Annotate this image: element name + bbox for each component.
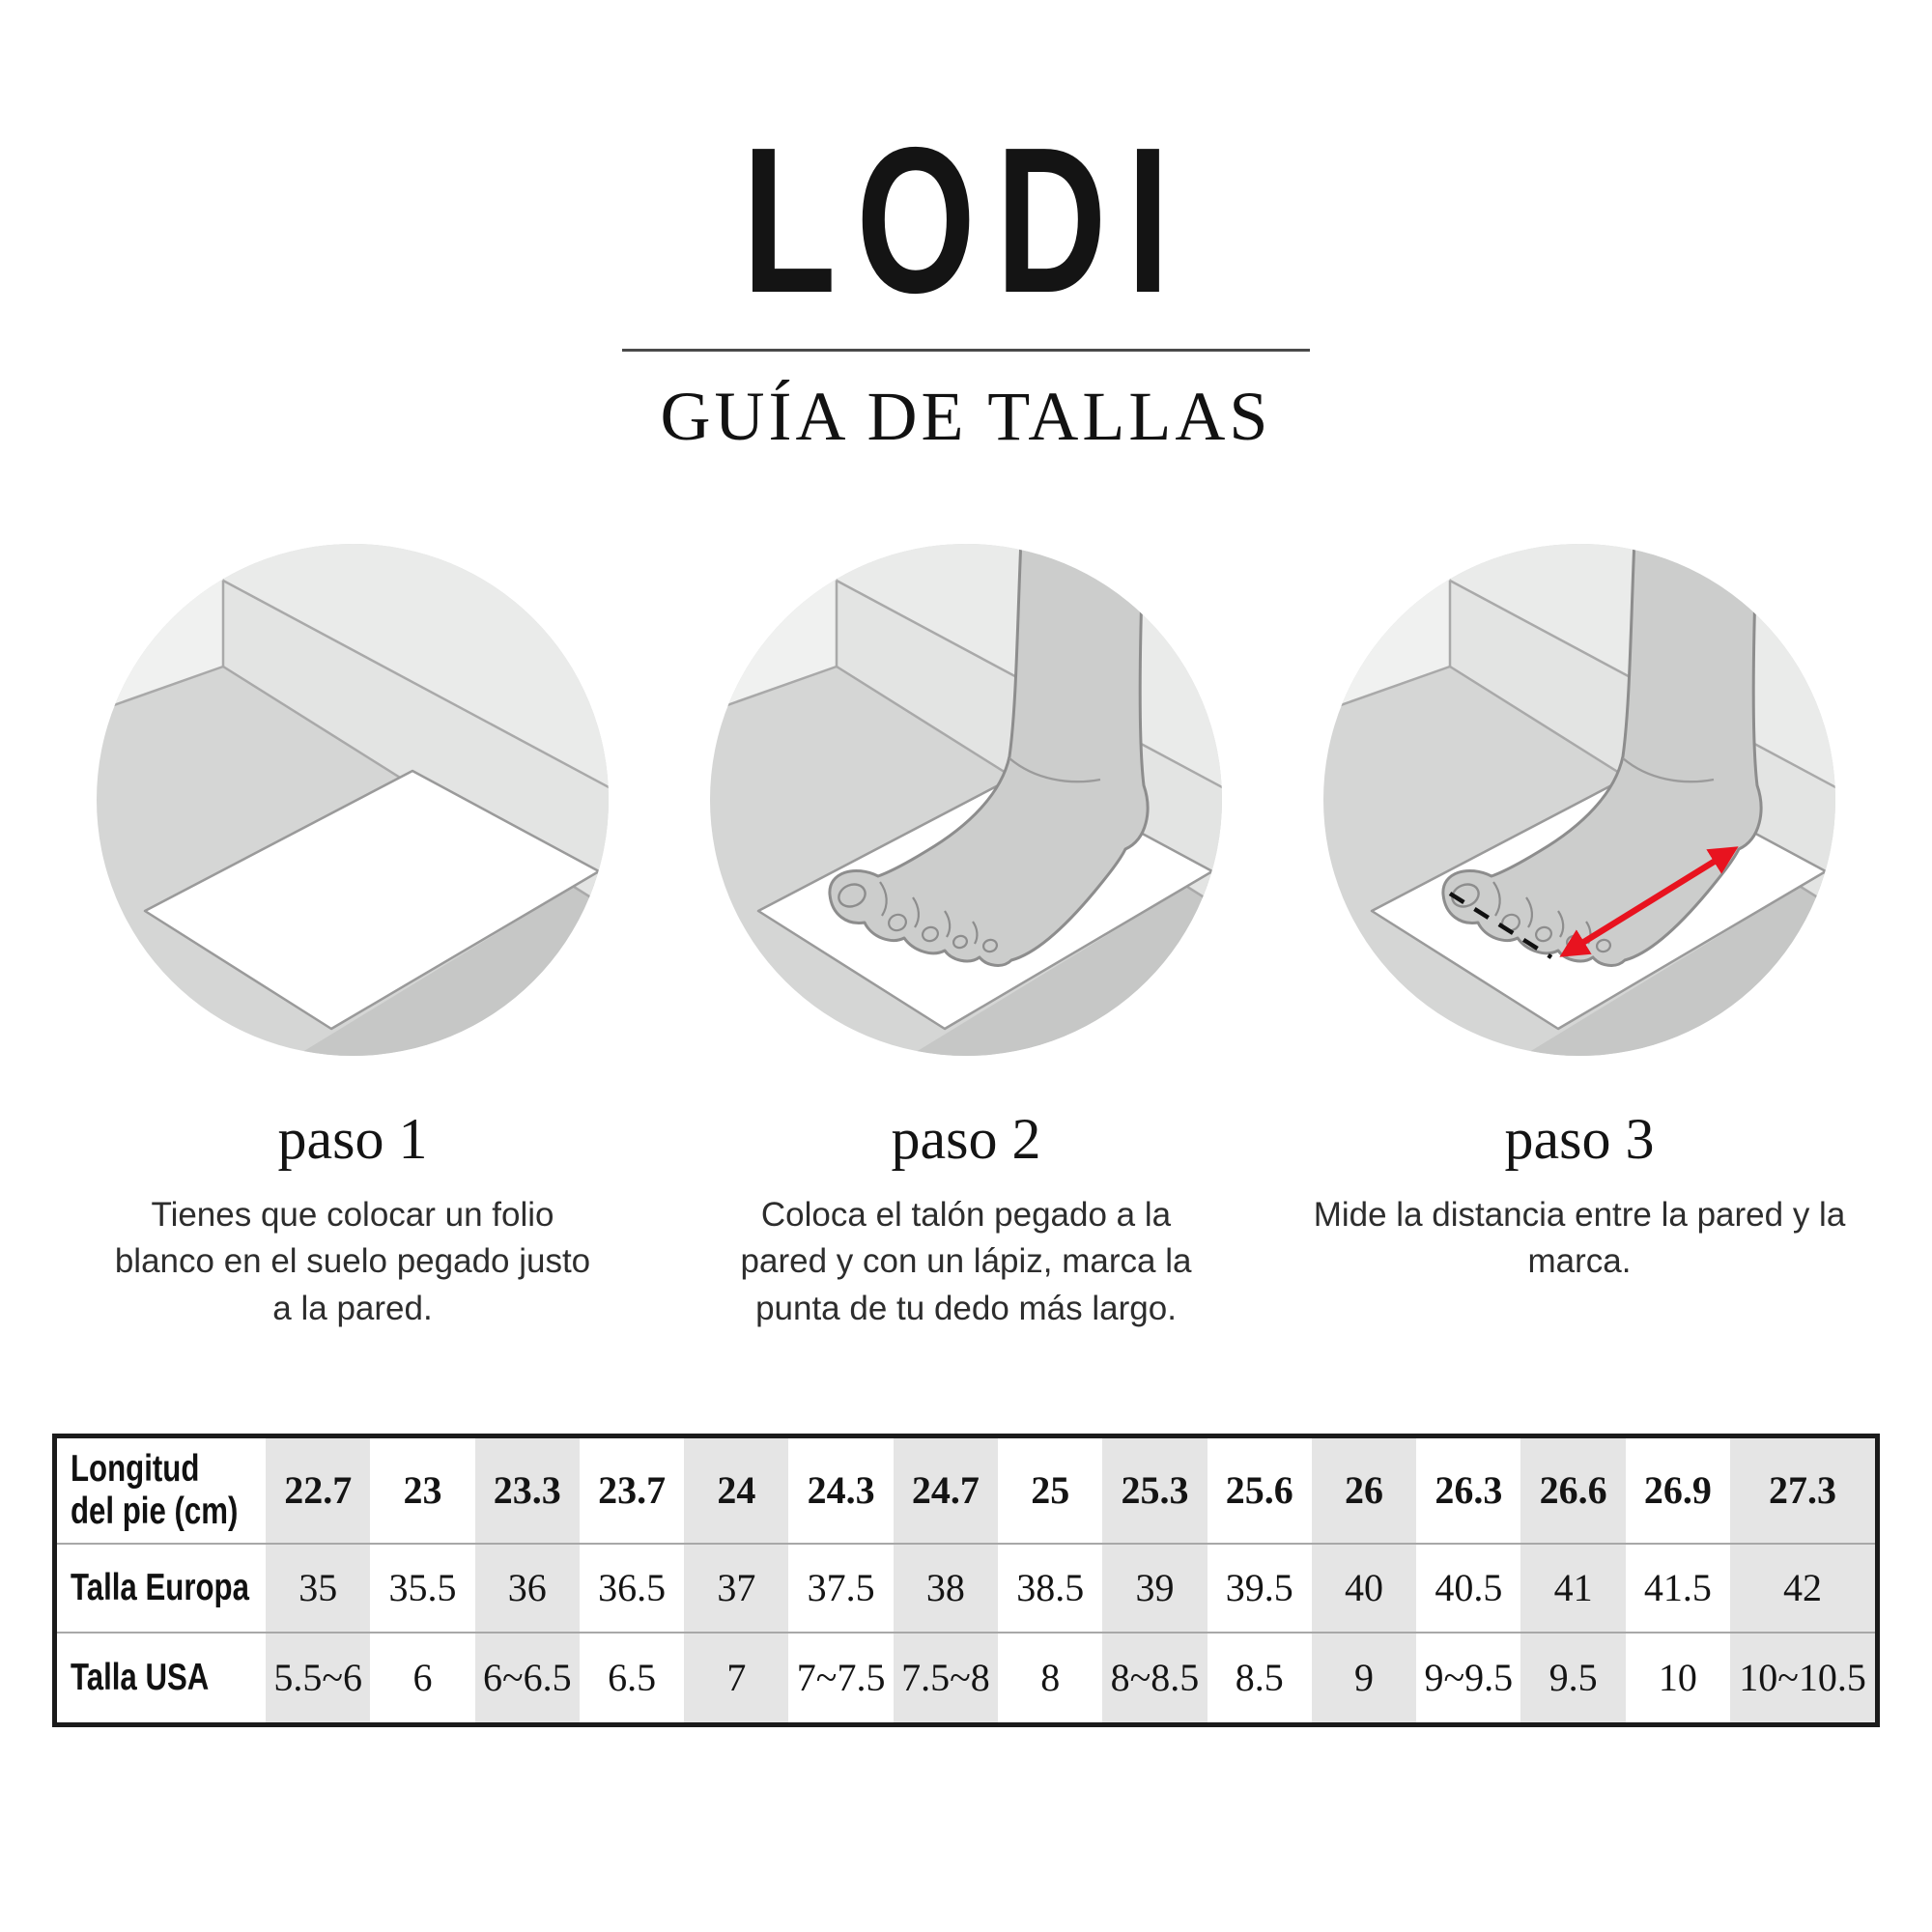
eu-size-cell: 35 (266, 1544, 370, 1633)
eu-size-cell: 38.5 (998, 1544, 1102, 1633)
eu-size-cell: 37.5 (788, 1544, 893, 1633)
eu-size-cell: 36 (475, 1544, 580, 1633)
foot-length-cell: 25.3 (1102, 1435, 1207, 1544)
usa-size-cell: 7.5~8 (894, 1633, 998, 1725)
usa-size-cell: 6 (370, 1633, 474, 1725)
usa-size-cell: 7 (684, 1633, 788, 1725)
step-1 (53, 544, 652, 1332)
usa-size-cell: 9~9.5 (1416, 1633, 1520, 1725)
step-2 (667, 544, 1265, 1332)
brand-logo (0, 103, 1932, 336)
table-row-usa-size (55, 1633, 1878, 1725)
foot-length-cell: 24 (684, 1435, 788, 1544)
size-table-section (0, 1434, 1932, 1727)
eu-size-cell: 41 (1520, 1544, 1625, 1633)
step2-illustration foot-on-paper-icon (710, 544, 1222, 1056)
step2-description: Coloca el talón pegado a la pared y con un lápiz, marca la punta de tu dedo más largo. (740, 1196, 1192, 1327)
foot-length-cell: 23.3 (475, 1435, 580, 1544)
foot-length-cell: 24.3 (807, 1468, 875, 1513)
foot-length-cell: 23 (403, 1468, 442, 1513)
foot-length-cell: 26 (1312, 1435, 1416, 1544)
eu-size-cell: 39 (1102, 1544, 1207, 1633)
usa-size-cell: 10~10.5 (1730, 1633, 1877, 1725)
usa-size-cell: 8 (998, 1633, 1102, 1725)
step2-title: paso 2 (891, 1107, 1041, 1171)
table-row-foot-length (55, 1435, 1878, 1544)
page-subtitle: GUÍA DE TALLAS (660, 378, 1272, 455)
brand-underline (622, 349, 1310, 352)
eu-size-cell: 36.5 (580, 1544, 684, 1633)
step3-illustration foot-measure-arrow-icon (1323, 544, 1835, 1056)
eu-size-cell: 39.5 (1208, 1544, 1312, 1633)
step3-description: Mide la distancia entre la pared y la marca. (1313, 1196, 1846, 1281)
foot-length-cell: 24.7 (894, 1435, 998, 1544)
foot-length-cell: 26.9 (1643, 1468, 1712, 1513)
foot-length-cell: 25 (1031, 1468, 1070, 1513)
eu-size-cell: 40 (1312, 1544, 1416, 1633)
foot-length-cell: 23.7 (598, 1468, 667, 1513)
step1-illustration paper-against-wall-icon (97, 544, 609, 1056)
foot-length-cell: 26.3 (1435, 1468, 1503, 1513)
header (0, 0, 1932, 457)
step-3 (1280, 544, 1879, 1332)
usa-size-cell: 6~6.5 (475, 1633, 580, 1725)
foot-length-cell: 25.6 (1225, 1468, 1293, 1513)
row-label-foot-length: Longitud del pie (cm) (55, 1435, 267, 1544)
step3-title: paso 3 (1504, 1107, 1655, 1171)
usa-size-cell: 9.5 (1520, 1633, 1625, 1725)
usa-size-cell: 5.5~6 (266, 1633, 370, 1725)
eu-size-cell: 40.5 (1416, 1544, 1520, 1633)
eu-size-cell: 38 (894, 1544, 998, 1633)
foot-length-cell: 27.3 (1730, 1435, 1877, 1544)
eu-size-cell: 41.5 (1626, 1544, 1730, 1633)
eu-size-cell: 37 (684, 1544, 788, 1633)
eu-size-cell: 42 (1730, 1544, 1877, 1633)
step1-title: paso 1 (277, 1107, 428, 1171)
brand-logo-text: LODI (742, 103, 1190, 336)
foot-length-cell: 22.7 (266, 1435, 370, 1544)
row-label-eu-size: Talla Europa (55, 1544, 267, 1633)
table-row-eu-size (55, 1544, 1878, 1633)
steps-row (0, 544, 1932, 1332)
row-label-usa-size: Talla USA (55, 1633, 267, 1725)
foot-length-cell: 26.6 (1520, 1435, 1625, 1544)
usa-size-cell: 8.5 (1208, 1633, 1312, 1725)
usa-size-cell: 6.5 (580, 1633, 684, 1725)
usa-size-cell: 8~8.5 (1102, 1633, 1207, 1725)
usa-size-cell: 7~7.5 (788, 1633, 893, 1725)
usa-size-cell: 9 (1312, 1633, 1416, 1725)
usa-size-cell: 10 (1626, 1633, 1730, 1725)
size-table (52, 1434, 1880, 1727)
step1-description: Tienes que colocar un folio blanco en el suelo pegado justo a la pared. (114, 1196, 591, 1327)
eu-size-cell: 35.5 (370, 1544, 474, 1633)
